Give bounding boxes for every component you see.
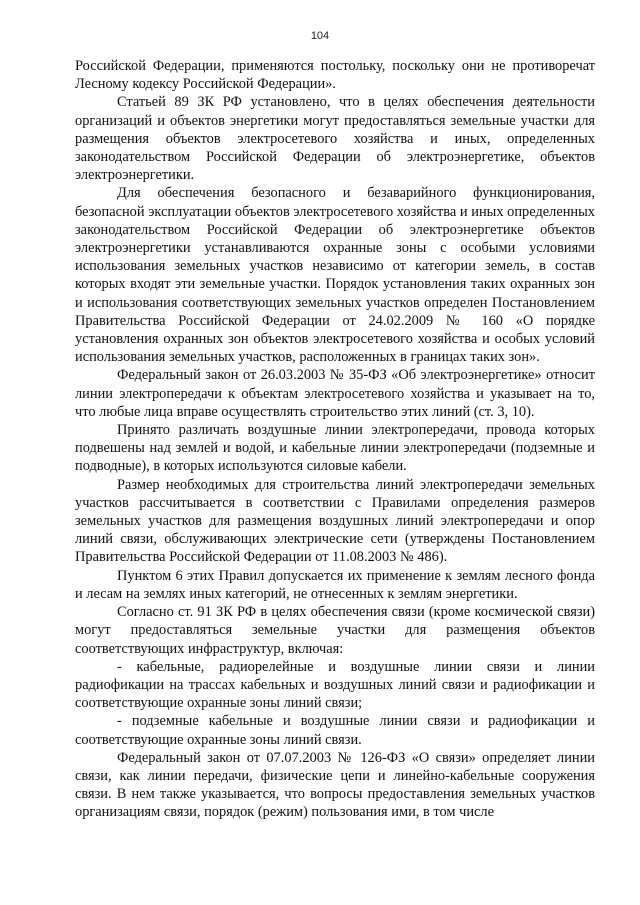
list-item: - кабельные, радиорелейные и воздушные линии связи и линии радиофикации на трассах кабельных и воздушных линий связи и радиофикации и соответствующие охранные зоны линий связи; <box>75 658 595 712</box>
paragraph: Размер необходимых для строительства линий электропередачи земельных участков рассчитывается в соответствии с Правилами определения размеров земельных участков для размещения воздушных линий электропередачи и опор линий связи, обслуживающих электрические сети (утверждены Постановлением Правительства Российской Федерации от 11.08.2003 № 486). <box>75 476 595 566</box>
list-item: - подземные кабельные и воздушные линии связи и радиофикации и соответствующие охранные зоны линий связи. <box>75 713 595 748</box>
body-text <box>75 57 595 822</box>
paragraph: Российской Федерации, применяются постольку, поскольку они не противоречат Лесному кодексу Российской Федерации». <box>75 58 595 93</box>
paragraph: Для обеспечения безопасного и безаварийного функционирования, безопасной эксплуатации объектов электросетевого хозяйства и иных определенных законодательством Российской Федерации об электроэнергетике объектов электроэнергетики устанавливаются охранные зоны с особыми условиями использования земельных участков независимо от категории земель, в состав которых входят эти земельные участки. Порядок установления таких охранных зон и использования соответствующих земельных участков определен Постановлением Правительства Российской Федерации от 24.02.2009 № 160 «О порядке установления охранных зон объектов электросетевого хозяйства и особых условий использования земельных участков, расположенных в границах таких зон». <box>75 185 595 366</box>
paragraph: Федеральный закон от 07.07.2003 № 126-ФЗ «О связи» определяет линии связи, как линии передачи, физические цепи и линейно-кабельные сооружения связи. В нем также указывается, что вопросы предоставления земельных участков организациям связи, порядок (режим) пользования ими, в том числе <box>75 749 595 821</box>
paragraph: Согласно ст. 91 ЗК РФ в целях обеспечения связи (кроме космической связи) могут предоставляться земельные участки для размещения объектов соответствующих инфраструктур, включая: <box>75 604 595 657</box>
paragraph: Статьей 89 ЗК РФ установлено, что в целях обеспечения деятельности организаций и объектов энергетики могут предоставляться земельные участки для размещения объектов электросетевого хозяйства и иных, определенных законодательством Российской Федерации об электроэнергетике, объектов электроэнергетики. <box>75 94 595 184</box>
paragraph: Принято различать воздушные линии электропередачи, провода которых подвешены над землей и водой, и кабельные линии электропередачи (подземные и подводные), в которых используются силовые кабели. <box>75 422 595 475</box>
page-number: 104 <box>310 30 330 42</box>
paragraph: Федеральный закон от 26.03.2003 № 35-ФЗ «Об электроэнергетике» относит линии электропередачи к объектам электросетевого хозяйства и указывает на то, что любые лица вправе осуществлять строительство этих линий (ст. 3, 10). <box>75 367 595 420</box>
paragraph: Пунктом 6 этих Правил допускается их применение к землям лесного фонда и лесам на землях иных категорий, не отнесенных к землям энергетики. <box>75 567 595 602</box>
